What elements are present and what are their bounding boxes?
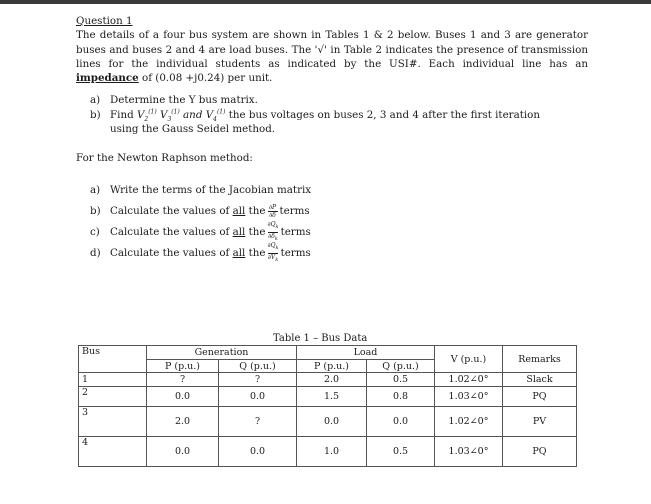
load-p: 0.0 [297, 407, 367, 437]
question-parts [90, 93, 588, 136]
impedance-word: impedance [76, 72, 139, 85]
gen-q: 0.0 [219, 387, 297, 407]
header-load: Load [297, 346, 435, 360]
gen-p: 0.0 [147, 387, 219, 407]
header-bus: Bus [79, 346, 147, 373]
table-row [79, 387, 577, 407]
load-q: 0.0 [367, 407, 435, 437]
part-b-find: Find [110, 108, 134, 121]
gen-q: ? [219, 407, 297, 437]
v4-symbol [206, 109, 226, 121]
ddelta-c-sub: k [274, 235, 278, 242]
v3-symbol [160, 109, 180, 121]
v2-sub: 2 [144, 115, 149, 123]
remarks: PQ [503, 437, 577, 467]
newton-b-the: the [248, 205, 266, 218]
dp-ddelta-fraction [268, 204, 278, 219]
dq-numerator-d [268, 242, 279, 252]
intro-text-2: of (0.08 +j0.24) per unit. [138, 72, 273, 85]
gen-q: ? [219, 373, 297, 387]
newton-c-terms: terms [280, 226, 311, 239]
newton-c-label: c) [90, 226, 100, 239]
gen-q: 0.0 [219, 437, 297, 467]
dq-d-sub: k [275, 245, 279, 252]
bus-number: 4 [79, 437, 147, 467]
load-q: 0.8 [367, 387, 435, 407]
dq-dv-fraction [268, 242, 279, 263]
v3-sup: (1) [171, 108, 180, 116]
part-b-text [110, 108, 540, 122]
newton-b-all: all [232, 205, 246, 218]
remarks: PV [503, 407, 577, 437]
dv-sub: k [275, 256, 279, 263]
header-load-q: Q (p.u.) [367, 360, 435, 373]
newton-part-b [90, 201, 588, 222]
v4-sub: 4 [213, 115, 217, 123]
bus-data-table [78, 345, 577, 467]
load-q: 0.5 [367, 437, 435, 467]
newton-b-label: b) [90, 205, 101, 218]
dq-c-symbol: ∂Q [267, 221, 276, 229]
header-gen-q: Q (p.u.) [219, 360, 297, 373]
load-p: 2.0 [297, 373, 367, 387]
dq-numerator-c [268, 221, 279, 231]
voltage: 1.02∠0° [435, 407, 503, 437]
part-b [90, 108, 588, 122]
dv-symbol: ∂V [267, 253, 276, 261]
newton-c-all: all [232, 226, 246, 239]
newton-b-calc: Calculate the values of [110, 205, 230, 218]
remarks: PQ [503, 387, 577, 407]
header-remarks: Remarks [503, 346, 577, 373]
remarks: Slack [503, 373, 577, 387]
voltage: 1.02∠0° [435, 373, 503, 387]
intro-text-1: The details of a four bus system are shown in Tables 1 & 2 below. Buses 1 and 3 are generator buses and buses 2 and 4 are load buses. The '√' in Table 2 indicates the presence of transmission lines for the individual students as indicated by the USI#. Each individual line has an [76, 29, 588, 70]
question-title: Question 1 [76, 15, 133, 27]
v3-letter: V [160, 108, 168, 121]
header-load-p: P (p.u.) [297, 360, 367, 373]
part-a-text: Determine the Y bus matrix. [110, 94, 258, 107]
table-caption: Table 1 – Bus Data [273, 333, 368, 344]
header-voltage: V (p.u.) [435, 346, 503, 373]
v3-sub: 3 [167, 115, 172, 123]
question-intro [76, 28, 588, 85]
table-row [79, 407, 577, 437]
bus-number: 3 [79, 407, 147, 437]
newton-c-the: the [248, 226, 266, 239]
load-p: 1.5 [297, 387, 367, 407]
ddelta-c-symbol: ∂δ [268, 232, 275, 240]
newton-d-label: d) [90, 247, 101, 260]
table-row [79, 437, 577, 467]
newton-part-c [90, 222, 588, 243]
part-b-line2: using the Gauss Seidel method. [110, 123, 276, 136]
top-bar [0, 0, 651, 4]
gen-p: ? [147, 373, 219, 387]
dv-denominator [268, 254, 278, 264]
v2-sup: (1) [148, 108, 157, 116]
dq-d-symbol: ∂Q [267, 242, 276, 250]
newton-d-terms: terms [280, 247, 311, 260]
ddelta-denominator: ∂δ [269, 211, 276, 219]
part-b-label: b) [90, 108, 101, 121]
table-row [79, 373, 577, 387]
voltage: 1.03∠0° [435, 437, 503, 467]
newton-heading: For the Newton Raphson method: [76, 152, 253, 165]
v2-symbol [137, 109, 157, 121]
newton-b-terms: terms [279, 205, 310, 218]
load-p: 1.0 [297, 437, 367, 467]
and-word: and [183, 108, 203, 121]
newton-d-the: the [248, 247, 266, 260]
newton-parts [90, 180, 588, 264]
header-gen-p: P (p.u.) [147, 360, 219, 373]
dq-c-sub: k [275, 224, 279, 231]
voltage: 1.03∠0° [435, 387, 503, 407]
question-document [76, 14, 588, 264]
dp-numerator: ∂P [268, 203, 277, 211]
bus-number: 2 [79, 387, 147, 407]
v4-letter: V [205, 108, 214, 121]
dq-ddelta-fraction [268, 221, 279, 242]
newton-d-all: all [232, 247, 246, 260]
newton-d-calc: Calculate the values of [110, 247, 230, 260]
load-q: 0.5 [367, 373, 435, 387]
part-b-rest: the bus voltages on buses 2, 3 and 4 after the first iteration [228, 108, 540, 121]
part-a [90, 93, 588, 107]
gen-p: 2.0 [147, 407, 219, 437]
v2-letter: V [136, 108, 145, 121]
header-generation: Generation [147, 346, 297, 360]
v4-sup: (1) [216, 108, 226, 116]
newton-part-a [90, 180, 588, 201]
newton-a-label: a) [90, 184, 101, 197]
newton-c-calc: Calculate the values of [110, 226, 230, 239]
ddelta-denominator-c [268, 233, 278, 243]
newton-part-d [90, 243, 588, 264]
part-a-label: a) [90, 94, 101, 107]
newton-a-text: Write the terms of the Jacobian matrix [110, 184, 312, 197]
gen-p: 0.0 [147, 437, 219, 467]
bus-number: 1 [79, 373, 147, 387]
header-row-1 [79, 346, 577, 360]
